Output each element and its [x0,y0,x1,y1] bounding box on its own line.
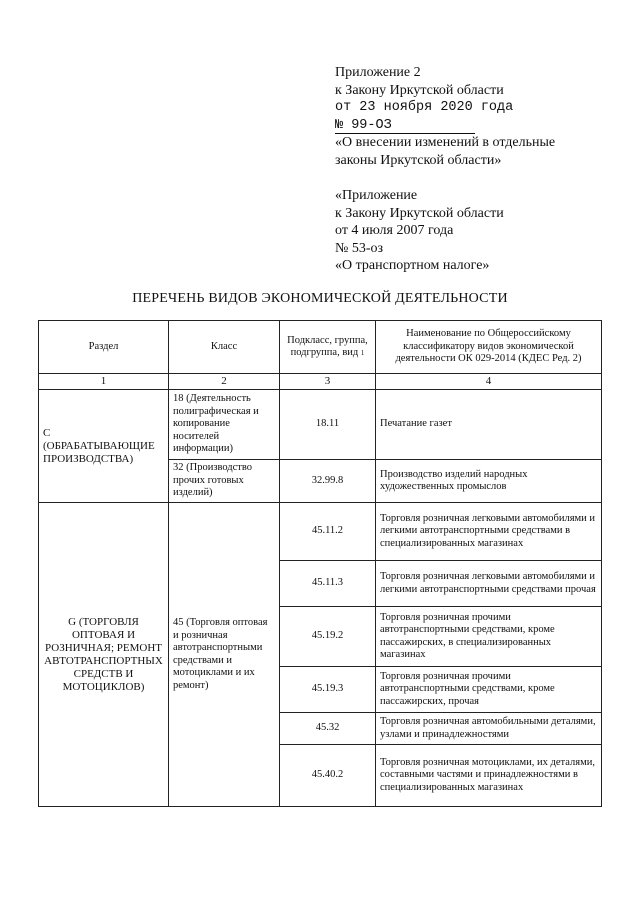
column-number: 4 [376,374,602,390]
quote-line: № 53-оз [335,240,384,256]
code-cell: 45.32 [280,713,376,745]
header-line: к Закону Иркутской области [335,82,504,98]
table-header-row [39,321,602,374]
quote-line: от 4 июля 2007 года [335,223,454,238]
class-cell: 45 (Торговля оптовая и розничная автотранспортными средствами и мотоциклами и их ремонт) [169,503,280,807]
code-cell: 18.11 [280,390,376,460]
quote-line: к Закону Иркутской области [335,205,504,221]
footnote-marker: 1 [360,349,365,357]
name-cell: Торговля розничная прочими автотранспортными средствами, кроме пассажирских, в специализированных магазинах [376,607,602,667]
header-cell-name: Наименование по Общероссийскому классификатору видов экономической деятельности ОК 029-2014 (КДЕС Ред. 2) [376,321,602,374]
appendix-header [335,64,625,275]
code-cell: 45.19.3 [280,667,376,713]
header-cell-class: Класс [169,321,280,374]
header-line: «О внесении изменений в отдельные [335,135,556,150]
column-number: 1 [39,374,169,390]
name-cell: Торговля розничная прочими автотранспортными средствами, кроме пассажирских, прочая [376,667,602,713]
code-cell: 45.11.2 [280,503,376,561]
header-cell-code: Подкласс, группа, подгруппа, вид $^1$ [280,321,376,374]
header-line: законы Иркутской области» [335,152,502,168]
code-cell: 45.40.2 [280,745,376,807]
column-number-row [39,374,602,390]
document-title: ПЕРЕЧЕНЬ ВИДОВ ЭКОНОМИЧЕСКОЙ ДЕЯТЕЛЬНОСТИ [132,291,508,306]
quote-line: «Приложение [335,188,418,203]
class-cell: 18 (Деятельность полиграфическая и копирование носителей информации) [169,390,280,460]
quote-line: «О транспортном налоге» [335,258,490,273]
name-cell: Торговля розничная мотоциклами, их деталями, составными частями и принадлежностями в специализированных магазинах [376,745,602,807]
header-line: Приложение 2 [335,65,421,80]
name-cell: Торговля розничная легковыми автомобилями и легкими автотранспортными средствами прочая [376,561,602,607]
column-number: 2 [169,374,280,390]
table-row [39,503,602,561]
code-cell: 45.11.3 [280,561,376,607]
name-cell: Печатание газет [376,390,602,460]
name-cell: Производство изделий народных художественных промыслов [376,460,602,503]
column-number: 3 [280,374,376,390]
header-number-stamp: № 99-ОЗ [335,119,475,134]
name-cell: Торговля розничная автомобильными деталями, узлами и принадлежностями [376,713,602,745]
table-row [39,390,602,460]
activity-table [38,320,602,807]
code-cell: 45.19.2 [280,607,376,667]
header-cell-section: Раздел [39,321,169,374]
section-cell: С (ОБРАБАТЫВАЮЩИЕ ПРОИЗВОДСТВА) [39,390,169,503]
code-cell: 32.99.8 [280,460,376,503]
header-date-stamp: от 23 ноября 2020 года [335,100,514,115]
name-cell: Торговля розничная легковыми автомобилями и легкими автотранспортными средствами в специализированных магазинах [376,503,602,561]
section-cell: G (ТОРГОВЛЯ ОПТОВАЯ И РОЗНИЧНАЯ; РЕМОНТ АВТОТРАНСПОРТНЫХ СРЕДСТВ И МОТОЦИКЛОВ) [39,503,169,807]
class-cell: 32 (Производство прочих готовых изделий) [169,460,280,503]
